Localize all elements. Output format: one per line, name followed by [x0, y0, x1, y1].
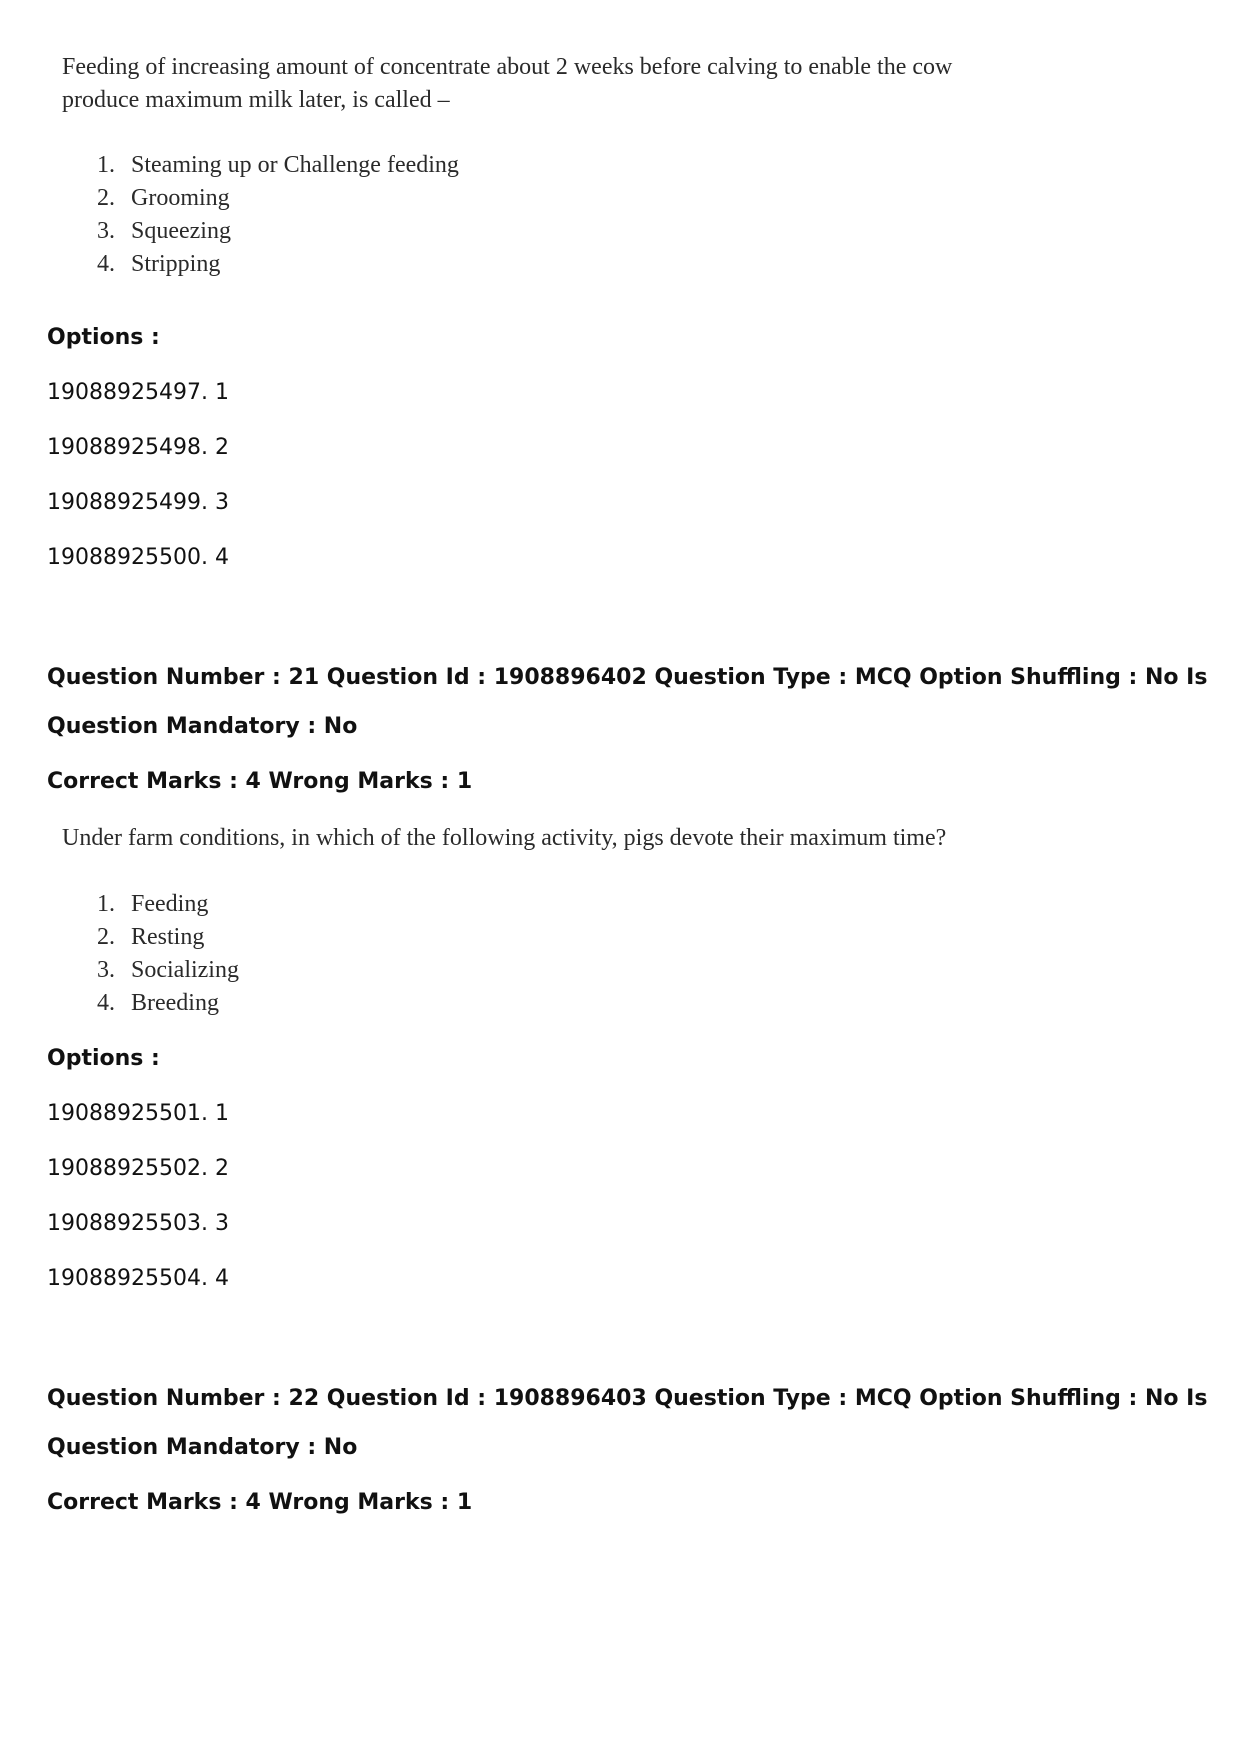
choice-text: Squeezing	[131, 218, 231, 244]
question-header: Question Number : 21 Question Id : 1908896402 Question Type : MCQ Option Shuffling : No Is	[47, 665, 1208, 690]
choice-number: 4.	[97, 990, 115, 1016]
choice-number: 1.	[97, 152, 115, 178]
answer-choice	[97, 888, 208, 921]
answer-choice	[97, 182, 230, 215]
question-header: Question Number : 22 Question Id : 1908896403 Question Type : MCQ Option Shuffling : No Is	[47, 1386, 1208, 1411]
option-item: 19088925503. 3	[47, 1211, 229, 1236]
question-header-mandatory: Question Mandatory : No	[47, 1435, 358, 1460]
answer-choice	[97, 248, 220, 281]
choice-text: Steaming up or Challenge feeding	[131, 152, 459, 178]
choice-text: Breeding	[131, 990, 219, 1016]
answer-choice	[97, 215, 231, 248]
question-marks: Correct Marks : 4 Wrong Marks : 1	[47, 1490, 473, 1515]
choice-text: Resting	[131, 924, 205, 950]
choice-number: 1.	[97, 891, 115, 917]
option-item: 19088925500. 4	[47, 545, 229, 570]
answer-choice	[97, 954, 239, 987]
option-item: 19088925499. 3	[47, 490, 229, 515]
answer-choice	[97, 921, 204, 954]
option-item: 19088925498. 2	[47, 435, 229, 460]
question-marks: Correct Marks : 4 Wrong Marks : 1	[47, 769, 473, 794]
options-label: Options :	[47, 1046, 160, 1071]
choice-number: 2.	[97, 924, 115, 950]
answer-choice	[97, 987, 219, 1020]
question-text: Under farm conditions, in which of the following activity, pigs devote their maximum time?	[62, 825, 947, 851]
option-item: 19088925504. 4	[47, 1266, 229, 1291]
choice-number: 4.	[97, 251, 115, 277]
choice-text: Socializing	[131, 957, 239, 983]
question-header-mandatory: Question Mandatory : No	[47, 714, 358, 739]
choice-number: 3.	[97, 957, 115, 983]
choice-text: Grooming	[131, 185, 230, 211]
choice-text: Feeding	[131, 891, 209, 917]
question-text-line: Feeding of increasing amount of concentrate about 2 weeks before calving to enable the cow	[62, 54, 953, 80]
choice-number: 2.	[97, 185, 115, 211]
choice-number: 3.	[97, 218, 115, 244]
option-item: 19088925497. 1	[47, 380, 229, 405]
options-label: Options :	[47, 325, 160, 350]
option-item: 19088925501. 1	[47, 1101, 229, 1126]
choice-text: Stripping	[131, 251, 221, 277]
option-item: 19088925502. 2	[47, 1156, 229, 1181]
answer-choice	[97, 149, 459, 182]
question-text-line: produce maximum milk later, is called –	[62, 87, 450, 113]
